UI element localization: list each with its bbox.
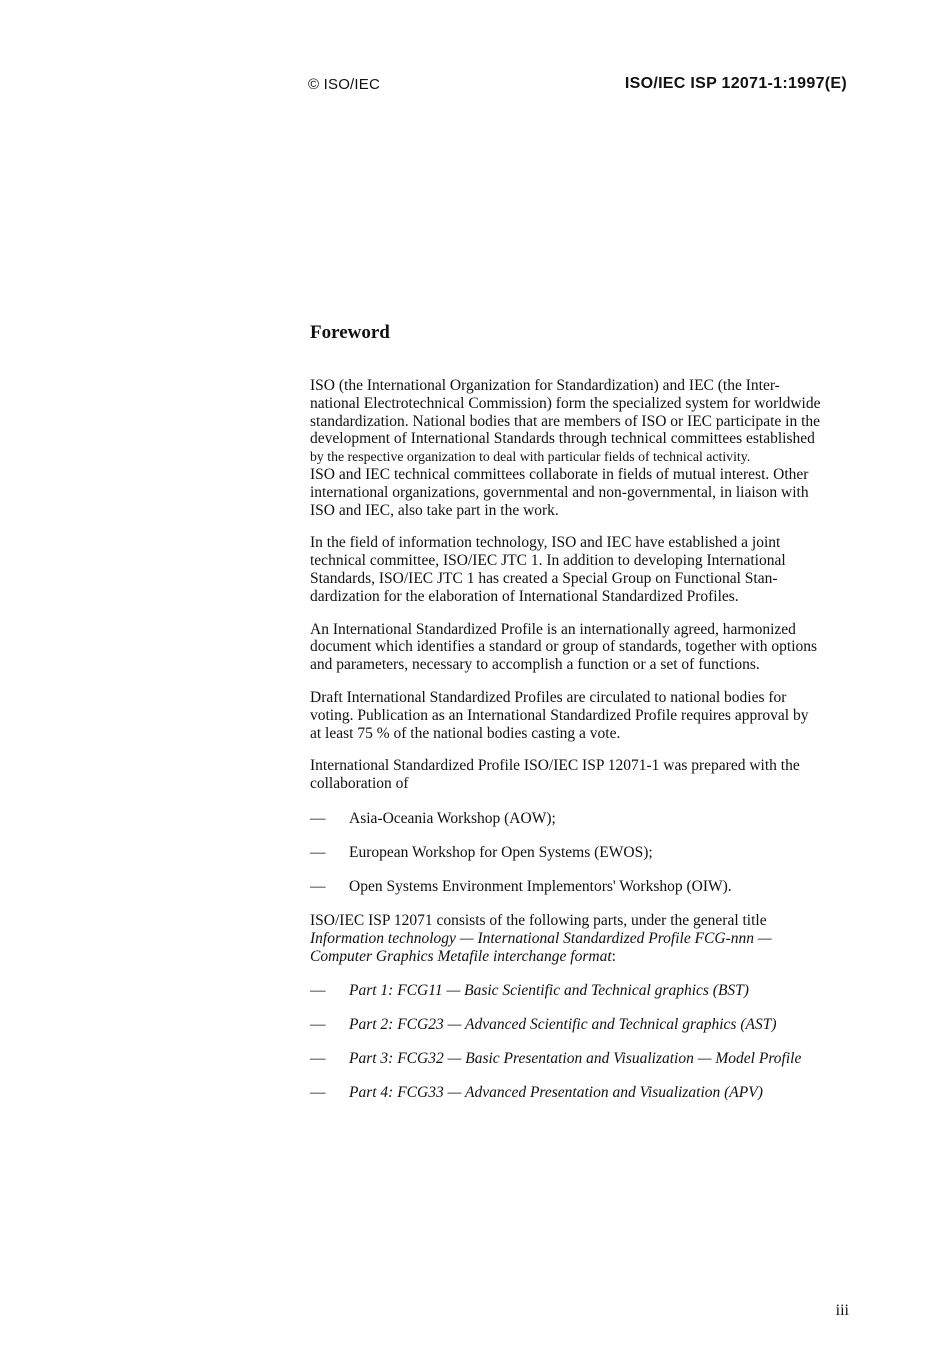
list-item <box>310 810 850 828</box>
paragraph-line: Draft International Standardized Profiles are circulated to national bodies for <box>310 688 787 706</box>
paragraph-line: standardization. National bodies that are members of ISO or IEC participate in the <box>310 412 821 430</box>
dash-bullet: — <box>310 1016 326 1034</box>
paragraph-line: Standards, ISO/IEC JTC 1 has created a Special Group on Functional Stan- <box>310 569 778 587</box>
dash-bullet: — <box>310 878 326 896</box>
header-document-id: ISO/IEC ISP 12071-1:1997(E) <box>624 75 847 92</box>
page-title: Foreword <box>310 322 390 343</box>
general-title-line: Information technology — International Standardized Profile FCG-nnn — <box>310 929 772 947</box>
list-item <box>310 1084 850 1102</box>
paragraph-line: national Electrotechnical Commission) form the specialized system for worldwide <box>310 394 821 412</box>
general-title-text: Computer Graphics Metafile interchange format <box>310 947 612 965</box>
paragraph-line: voting. Publication as an International Standardized Profile requires approval by <box>310 706 809 724</box>
part-title: Part 4: FCG33 — Advanced Presentation and Visualization (APV) <box>349 1084 763 1102</box>
dash-bullet: — <box>310 1084 326 1102</box>
paragraph-line: document which identifies a standard or group of standards, together with options <box>310 638 818 656</box>
paragraph-draft-voting <box>310 689 850 742</box>
list-item <box>310 1050 850 1068</box>
paragraph-collaboration <box>310 757 850 793</box>
paragraph-iso-iec <box>310 377 850 519</box>
general-title-line <box>310 948 850 966</box>
list-item <box>310 878 850 896</box>
part-title: Part 3: FCG32 — Basic Presentation and Visualization — Model Profile <box>349 1050 802 1068</box>
paragraph-jtc1 <box>310 534 850 605</box>
dash-bullet: — <box>310 844 326 862</box>
collaborator-name: Open Systems Environment Implementors' Workshop (OIW). <box>349 878 732 896</box>
paragraph-line: and parameters, necessary to accomplish a function or a set of functions. <box>310 656 760 674</box>
parts-list <box>310 982 850 1102</box>
page-number: iii <box>835 1302 849 1319</box>
paragraph-line: In the field of information technology, ISO and IEC have established a joint <box>310 534 781 552</box>
paragraph-line: ISO and IEC, also take part in the work. <box>310 501 559 519</box>
dash-bullet: — <box>310 982 326 1000</box>
list-item <box>310 982 850 1000</box>
dash-bullet: — <box>310 809 326 827</box>
collaborator-name: European Workshop for Open Systems (EWOS); <box>349 844 653 862</box>
paragraph-line: at least 75 % of the national bodies casting a vote. <box>310 724 621 742</box>
collaborators-list <box>310 810 850 896</box>
paragraph-line: by the respective organization to deal with particular fields of technical activity. <box>310 449 751 465</box>
paragraph-line: An International Standardized Profile is an internationally agreed, harmonized <box>310 620 796 638</box>
paragraph-parts-intro <box>310 912 850 965</box>
paragraph-line: development of International Standards through technical committees established <box>310 430 815 448</box>
part-title: Part 2: FCG23 — Advanced Scientific and Technical graphics (AST) <box>349 1016 777 1034</box>
list-item <box>310 844 850 862</box>
paragraph-line: ISO/IEC ISP 12071 consists of the following parts, under the general title <box>310 911 767 929</box>
paragraph-line: technical committee, ISO/IEC JTC 1. In addition to developing International <box>310 552 786 570</box>
general-title-colon: : <box>611 947 616 965</box>
collaborator-name: Asia-Oceania Workshop (AOW); <box>349 809 556 827</box>
paragraph-isp-definition <box>310 621 850 674</box>
paragraph-line: collaboration of <box>310 775 409 793</box>
paragraph-line: international organizations, governmental and non-governmental, in liaison with <box>310 483 809 501</box>
part-title: Part 1: FCG11 — Basic Scientific and Technical graphics (BST) <box>349 982 749 1000</box>
paragraph-line: ISO (the International Organization for Standardization) and IEC (the Inter- <box>310 377 780 394</box>
list-item <box>310 1016 850 1034</box>
dash-bullet: — <box>310 1050 326 1068</box>
foreword-content <box>310 321 850 1118</box>
header-copyright: © ISO/IEC <box>308 76 381 93</box>
paragraph-line: dardization for the elaboration of International Standardized Profiles. <box>310 587 739 605</box>
paragraph-line: ISO and IEC technical committees collaborate in fields of mutual interest. Other <box>310 465 809 483</box>
paragraph-line: International Standardized Profile ISO/IEC ISP 12071-1 was prepared with the <box>310 757 800 775</box>
